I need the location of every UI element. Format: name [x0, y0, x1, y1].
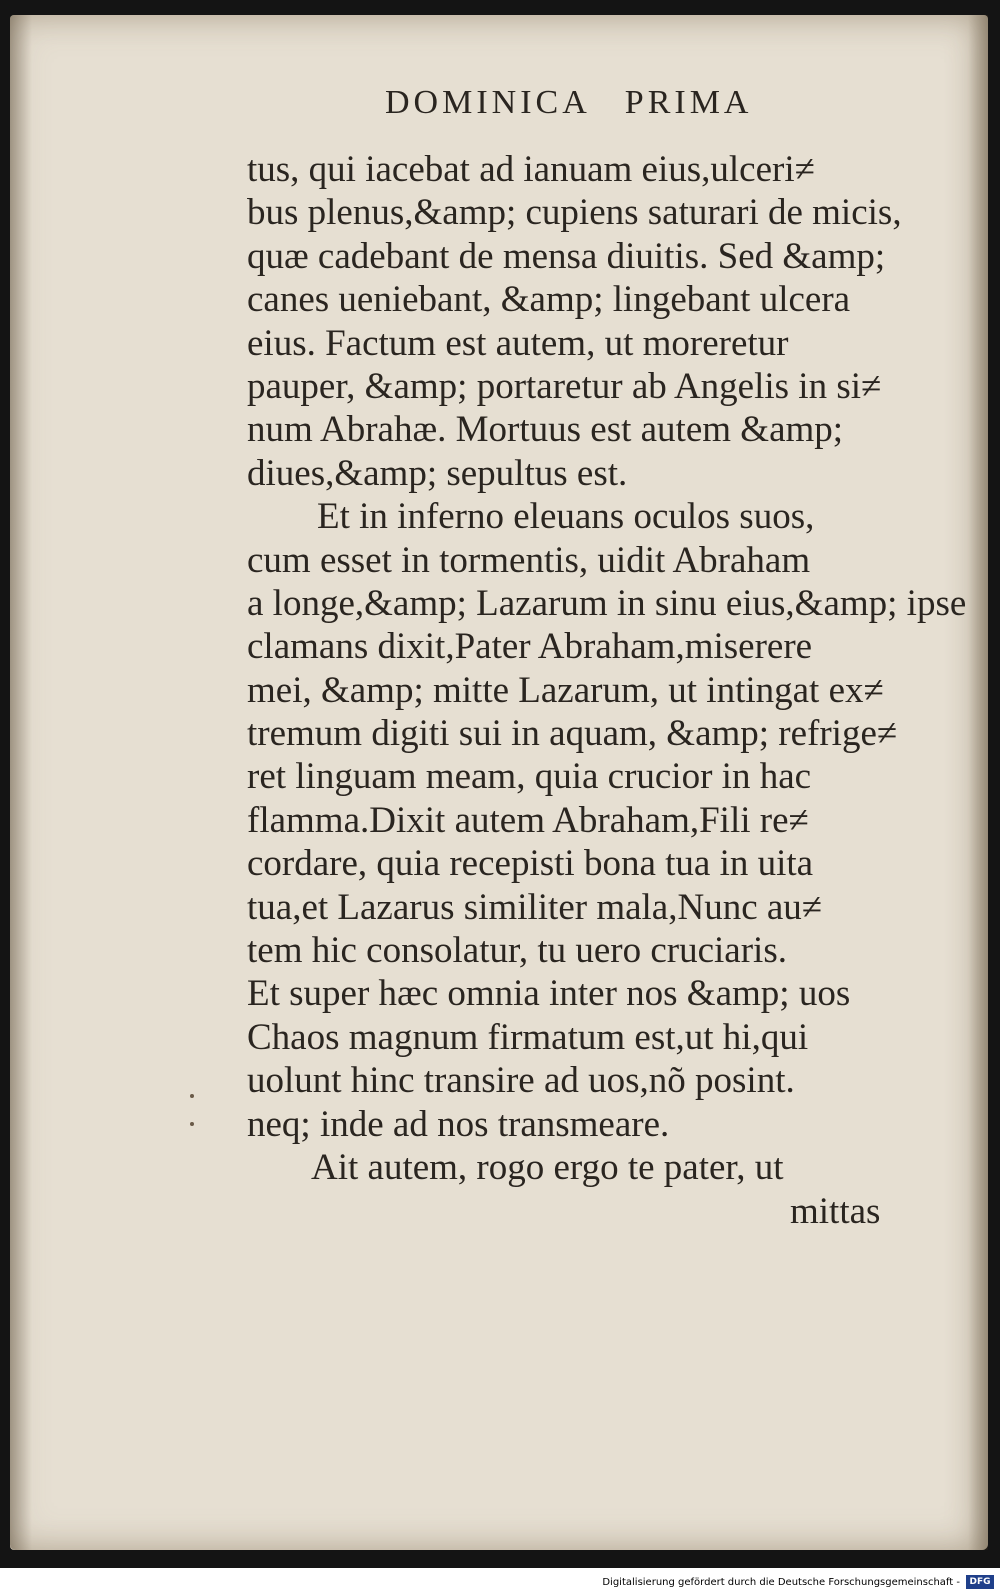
running-header: [385, 84, 786, 122]
text-line: uolunt hinc transire ad uos,nõ posint.: [247, 1060, 795, 1102]
text-line: Ait autem, rogo ergo te pater, ut: [311, 1146, 784, 1188]
text-line: pauper, &amp; portaretur ab Angelis in si≠: [247, 365, 882, 407]
text-line: cum esset in tormentis, uidit Abraham: [247, 539, 811, 581]
text-line: diues,&amp; sepultus est.: [247, 452, 628, 494]
text-line: quæ cadebant de mensa diuitis. Sed &amp;: [247, 235, 886, 277]
running-header-word: PRIMA: [624, 84, 753, 121]
text-line: tua,et Lazarus similiter mala,Nunc au≠: [247, 886, 823, 928]
text-line: tus, qui iacebat ad ianuam eius,ulceri≠: [247, 149, 815, 190]
edge-shadow: [968, 15, 988, 1550]
text-line: bus plenus,&amp; cupiens saturari de micis,: [247, 192, 902, 234]
text-line: mei, &amp; mitte Lazarum, ut intingat ex≠: [247, 669, 884, 711]
text-line: eius. Factum est autem, ut moreretur: [247, 322, 789, 364]
text-line: flamma.Dixit autem Abraham,Fili re≠: [247, 799, 809, 841]
dfg-logo-icon: DFG: [966, 1575, 994, 1589]
body-text: [247, 148, 967, 1189]
text-line: cordare, quia recepisti bona tua in uita: [247, 843, 814, 885]
text-line: tremum digiti sui in aquam, &amp; refrige≠: [247, 713, 898, 755]
margin-mark: [190, 1094, 194, 1098]
gutter-shadow: [10, 15, 32, 1550]
catchword: mittas: [790, 1191, 881, 1232]
text-line: num Abrahæ. Mortuus est autem &amp;: [247, 409, 844, 451]
text-line: ret linguam meam, quia crucior in hac: [247, 756, 812, 798]
funding-credit: Digitalisierung gefördert durch die Deutsche Forschungsgemeinschaft -: [602, 1577, 960, 1588]
text-line: neq; inde ad nos transmeare.: [247, 1103, 670, 1145]
running-header-word: DOMINICA: [385, 84, 591, 121]
text-line: Et super hæc omnia inter nos &amp; uos: [247, 973, 851, 1015]
text-line: clamans dixit,Pater Abraham,miserere: [247, 626, 813, 668]
margin-mark: [190, 1122, 194, 1126]
text-line: Et in inferno eleuans oculos suos,: [317, 496, 815, 538]
text-line: canes ueniebant, &amp; lingebant ulcera: [247, 279, 851, 321]
text-line: Chaos magnum firmatum est,ut hi,qui: [247, 1016, 809, 1058]
text-line: tem hic consolatur, tu uero cruciaris.: [247, 930, 787, 972]
text-line: a longe,&amp; Lazarum in sinu eius,&amp; ipse: [247, 582, 967, 624]
